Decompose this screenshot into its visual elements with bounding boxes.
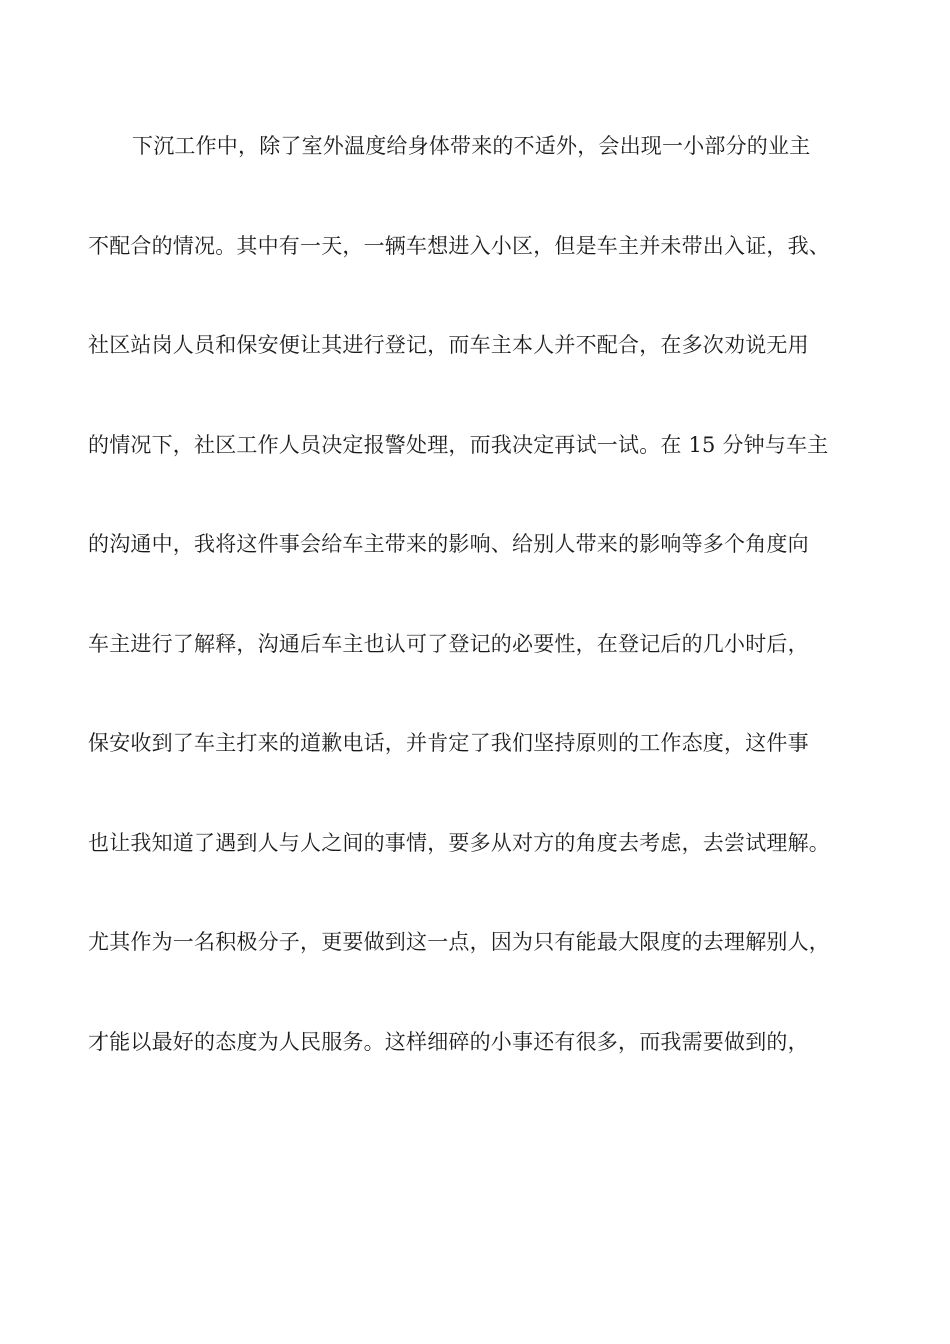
text-line: 尤其作为一名积极分子，更要做到这一点，因为只有能最大限度的去理解别人， xyxy=(88,930,830,954)
text-line: 下沉工作中，除了室外温度给身体带来的不适外，会出现一小部分的业主 xyxy=(132,134,811,158)
text-line: 的情况下，社区工作人员决定报警处理，而我决定再试一试。在 15 分钟与车主 xyxy=(88,432,829,457)
text-line: 保安收到了车主打来的道歉电话，并肯定了我们坚持原则的工作态度，这件事 xyxy=(88,731,809,755)
text-line: 才能以最好的态度为人民服务。这样细碎的小事还有很多，而我需要做到的， xyxy=(88,1029,809,1054)
text-line: 车主进行了解释，沟通后车主也认可了登记的必要性，在登记后的几小时后， xyxy=(88,631,809,656)
body-paragraph xyxy=(88,134,868,1129)
text-line: 不配合的情况。其中有一天，一辆车想进入小区，但是车主并未带出入证，我、 xyxy=(88,233,830,258)
text-line: 也让我知道了遇到人与人之间的事情，要多从对方的角度去考虑，去尝试理解。 xyxy=(88,830,830,855)
text-line: 社区站岗人员和保安便让其进行登记，而车主本人并不配合，在多次劝说无用 xyxy=(88,333,809,357)
text-line: 的沟通中，我将这件事会给车主带来的影响、给别人带来的影响等多个角度向 xyxy=(88,532,809,556)
